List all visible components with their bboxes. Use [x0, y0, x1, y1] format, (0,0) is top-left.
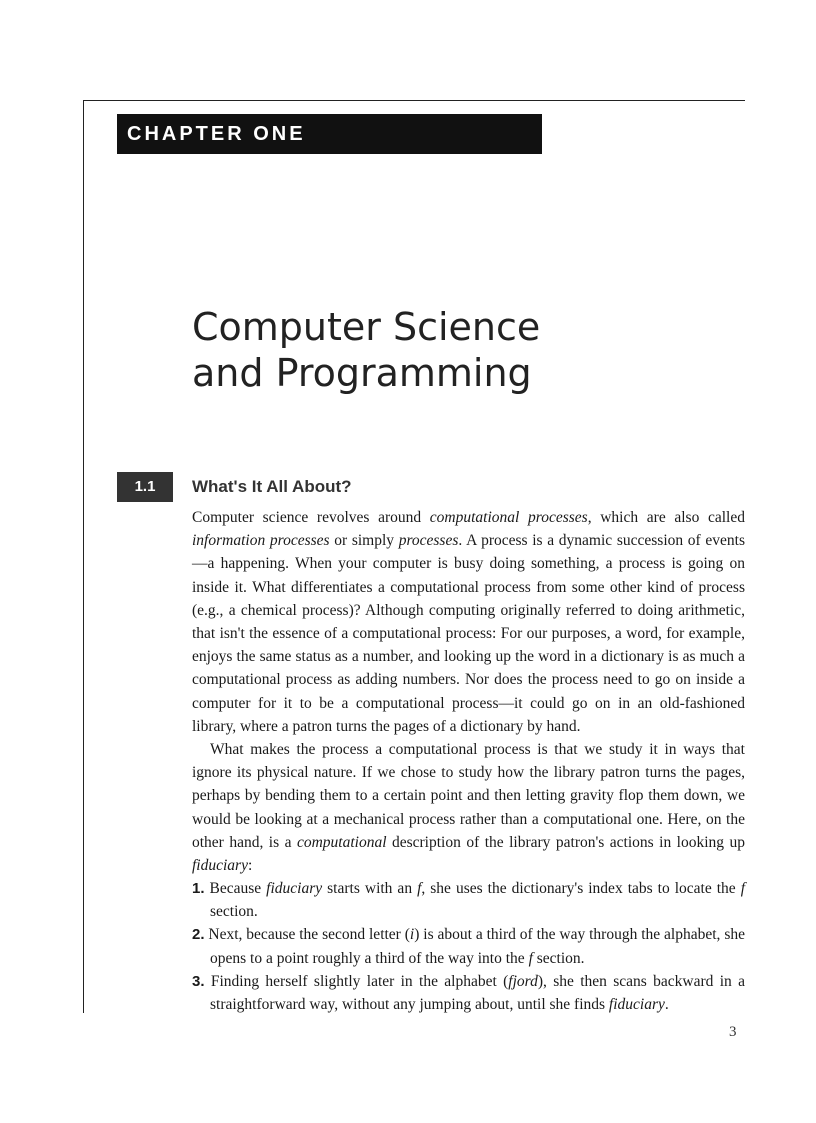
emphasis: f	[528, 949, 533, 967]
emphasis: f	[417, 880, 422, 897]
chapter-title-line2: and Programming	[192, 351, 532, 395]
text-run: description of the library patron's actions in looking up	[386, 833, 746, 851]
list-item	[192, 970, 745, 1016]
paragraph-1	[192, 506, 745, 738]
text-run: or simply	[329, 532, 399, 550]
list-item	[192, 923, 745, 969]
steps-list	[192, 877, 745, 1016]
chapter-title	[192, 304, 692, 396]
text-run: .	[664, 996, 669, 1014]
header-rule	[83, 100, 745, 101]
section-heading: What's It All About?	[192, 477, 352, 496]
list-number: 1.	[192, 880, 205, 897]
text-run: Because	[204, 880, 267, 897]
list-number: 2.	[192, 926, 205, 944]
text-run: ), she then scans backward in a straightforward way, without any jumping about, until she finds	[210, 972, 745, 1014]
emphasis: fjord	[508, 972, 538, 990]
text-run: :	[247, 857, 253, 875]
emphasis: fiduciary	[608, 996, 665, 1014]
text-run: section.	[532, 949, 585, 967]
text-run: Next, because the second letter (	[204, 926, 410, 944]
section-number: 1.1	[134, 478, 156, 495]
paragraph-2	[192, 738, 745, 877]
emphasis: computational	[296, 833, 387, 851]
text-run: , she uses the dictionary's index tabs to locate the	[421, 880, 741, 897]
text-run: section.	[210, 903, 258, 921]
emphasis: i	[409, 926, 415, 944]
text-run: What makes the process a computational process is that we study it in ways that ignore its physical nature. If we chose to study how the library patron turns the pages, perhaps by bending them to a certain point and then letting gravity flop them down, we would be looking at a mechanical process rather than a computational one. Here, on the other hand, is a	[192, 741, 745, 851]
emphasis: processes	[398, 532, 459, 550]
emphasis: fiduciary	[192, 857, 248, 875]
emphasis: f	[740, 880, 746, 897]
text-run: Finding herself slightly later in the alphabet (	[204, 972, 509, 990]
emphasis: fiduciary	[266, 880, 323, 897]
section-number-badge	[117, 472, 173, 502]
text-run: , which are also called	[587, 509, 745, 526]
chapter-label: CHAPTER ONE	[127, 123, 306, 145]
text-run: ) is about a third of the way through the alphabet, she opens to a point roughly a third of the way into the	[210, 926, 745, 967]
body-text	[192, 506, 745, 877]
text-run: starts with an	[322, 880, 418, 897]
chapter-label-bar	[117, 114, 542, 154]
margin-rule	[83, 100, 84, 1013]
text-run: Computer science revolves around	[192, 509, 430, 526]
list-item	[192, 877, 745, 923]
emphasis: computational processes	[429, 509, 588, 526]
page-number: 3	[729, 1024, 737, 1040]
text-run: . A process is a dynamic succession of events—a happening. When your computer is busy doing something, a process is going on inside it. What differentiates a computational process from some other kind of process (e.g., a chemical process)? Although computing originally referred to doing arithmetic, that isn't the essence of a computational process: For our purposes, a word, for example, enjoys the same status as a number, and looking up the word in a dictionary is as much a computational process as adding numbers. Nor does the process need to go on inside a computer for it to be a computational process—it could go on in an old-fashioned library, where a patron turns the pages of a dictionary by hand.	[192, 532, 745, 735]
emphasis: information processes	[192, 532, 330, 550]
list-number: 3.	[192, 972, 205, 990]
chapter-title-line1: Computer Science	[192, 305, 541, 349]
